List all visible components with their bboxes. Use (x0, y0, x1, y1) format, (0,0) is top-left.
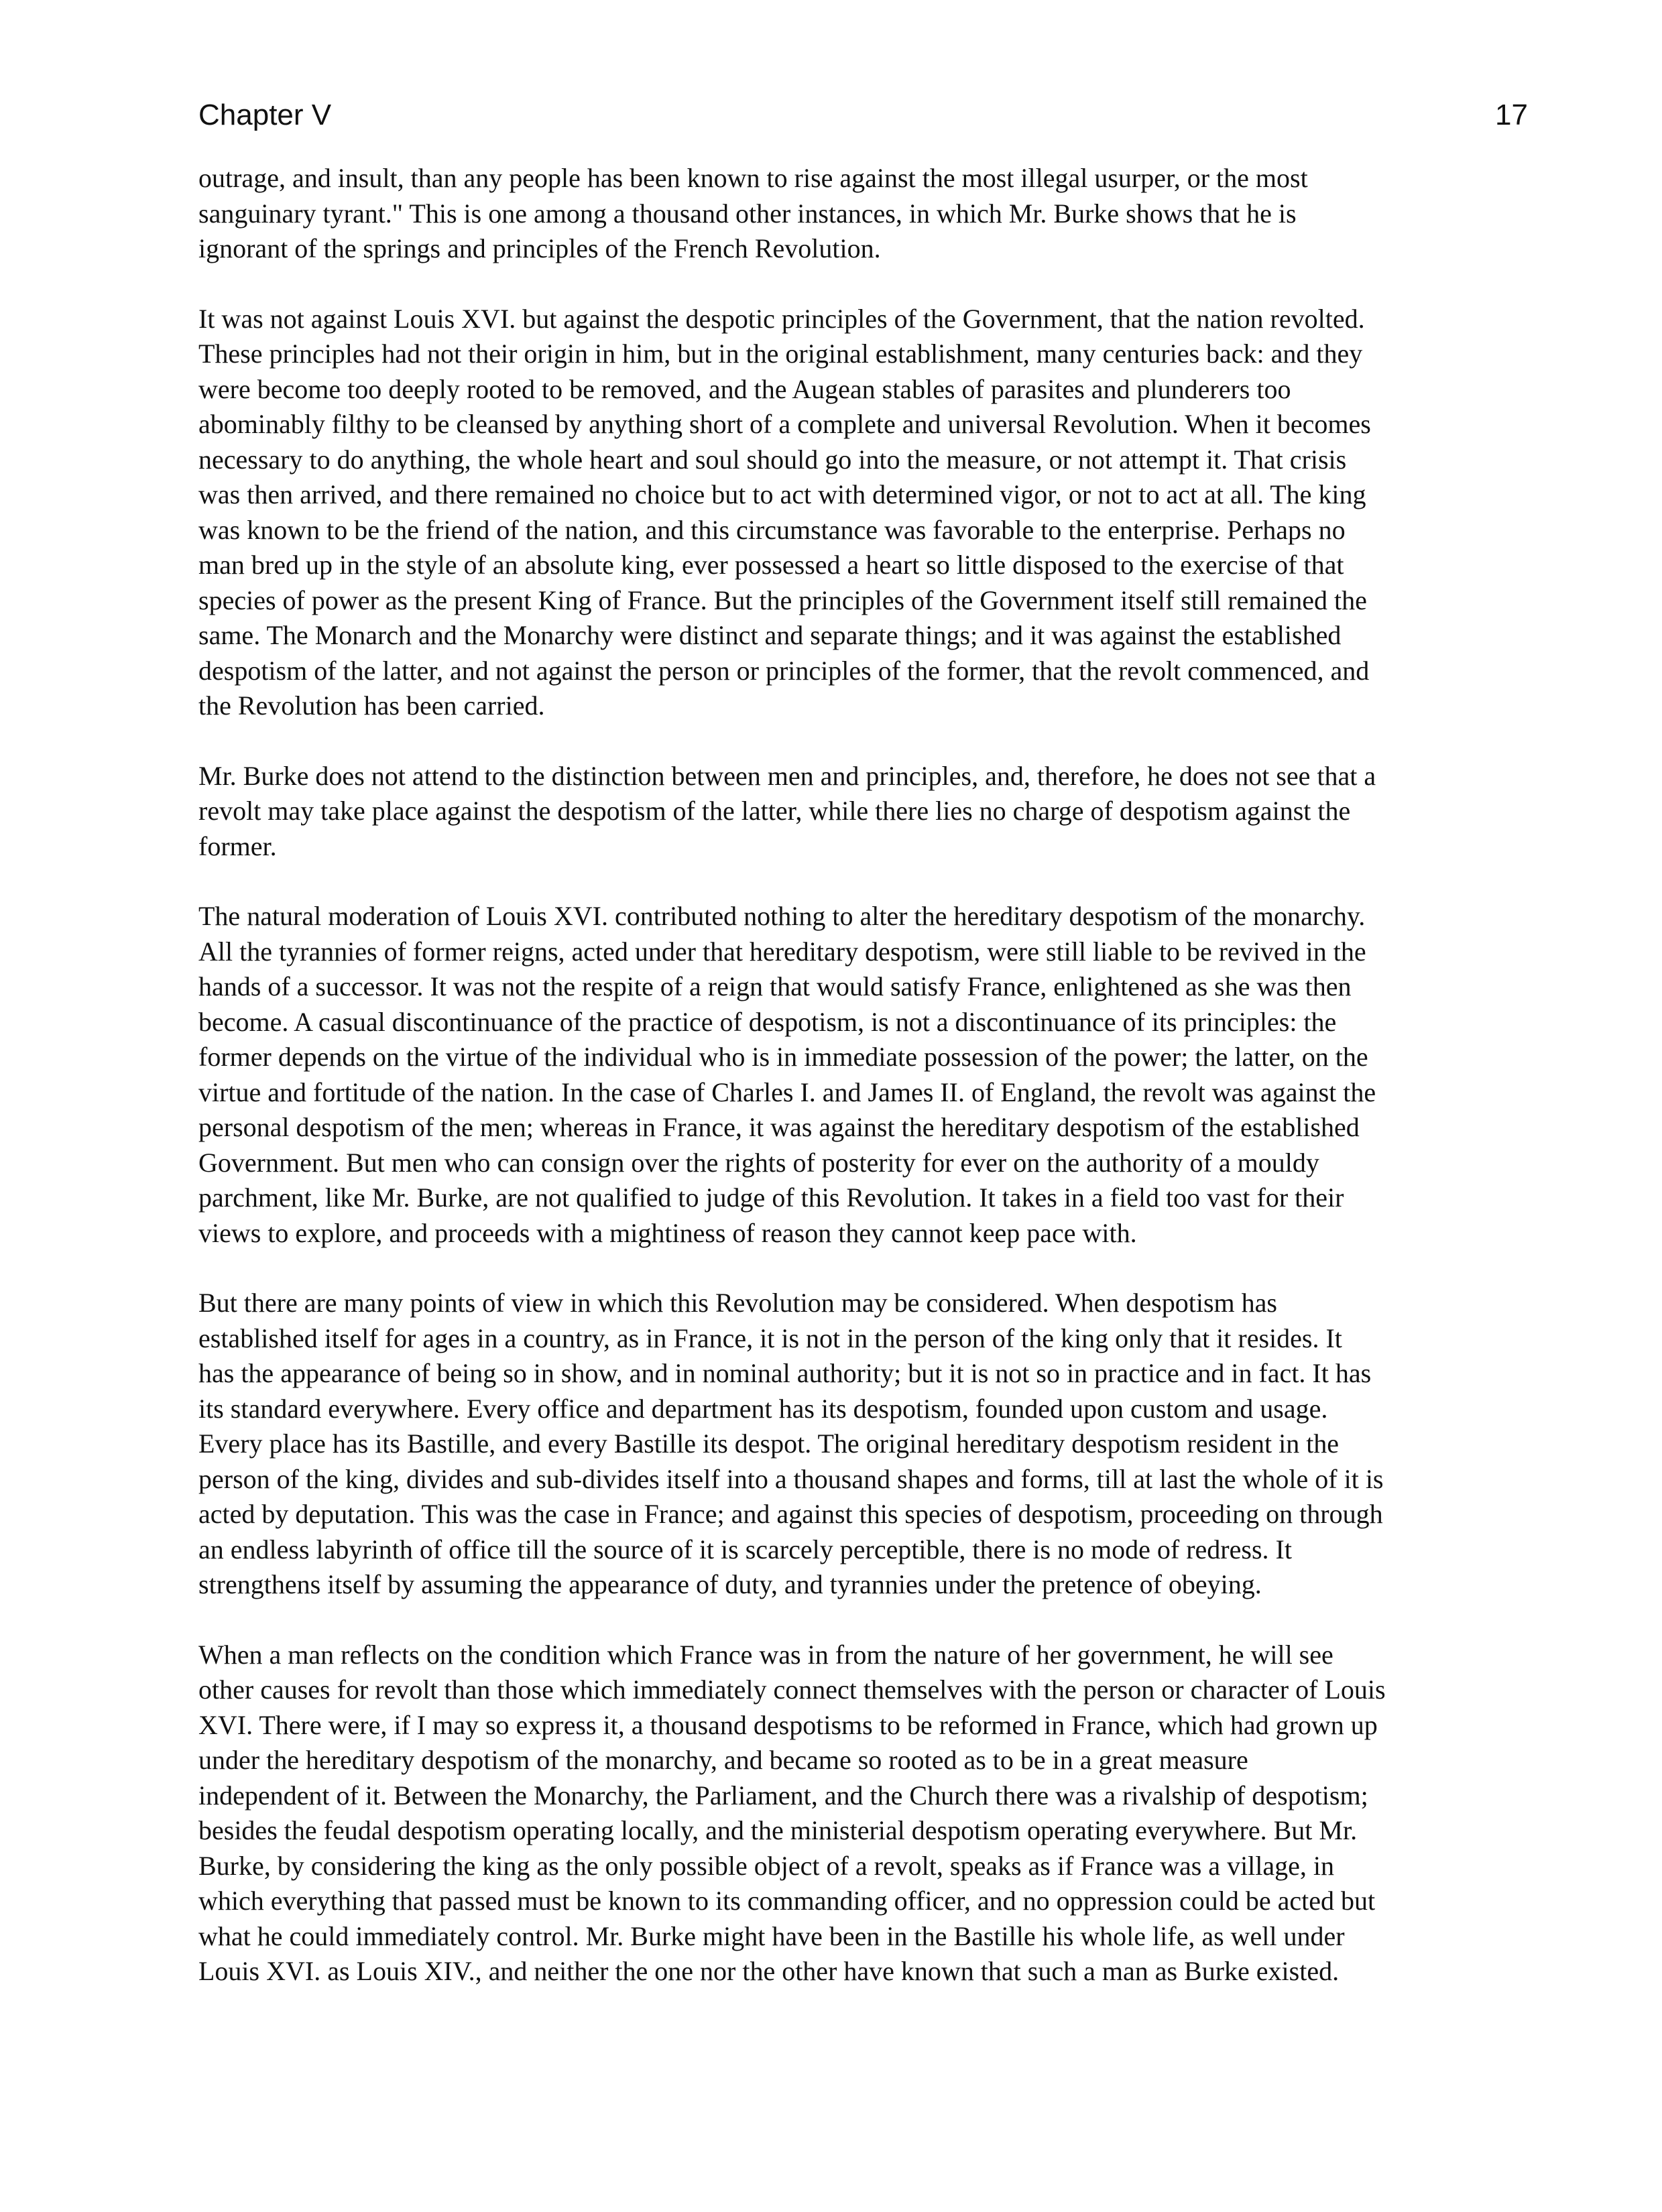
text-line: what he could immediately control. Mr. Burke might have been in the Bastille his whole life, as well under (198, 1920, 1345, 1951)
text-line: outrage, and insult, than any people has been known to rise against the most illegal usurper, or the most (198, 163, 1308, 193)
text-line: has the appearance of being so in show, and in nominal authority; but it is not so in practice and in fact. It has (198, 1358, 1372, 1388)
text-line: hands of a successor. It was not the respite of a reign that would satisfy France, enlightened as she was then (198, 971, 1352, 1001)
paragraph-1 (198, 161, 1539, 267)
text-line: virtue and fortitude of the nation. In the case of Charles I. and James II. of England, the revolt was against the (198, 1077, 1376, 1107)
text-line: become. A casual discontinuance of the practice of despotism, is not a discontinuance of its principles: the (198, 1006, 1337, 1037)
text-line: man bred up in the style of an absolute king, ever possessed a heart so little disposed to the exercise of that (198, 550, 1344, 580)
text-line: were become too deeply rooted to be removed, and the Augean stables of parasites and plunderers too (198, 373, 1291, 404)
text-line: But there are many points of view in which this Revolution may be considered. When despotism has (198, 1288, 1277, 1318)
chapter-heading: Chapter V (198, 99, 332, 131)
text-line: personal despotism of the men; whereas in France, it was against the hereditary despotism of the established (198, 1112, 1360, 1142)
text-line: independent of it. Between the Monarchy, the Parliament, and the Church there was a rivalship of despotism; (198, 1780, 1368, 1810)
text-line: It was not against Louis XVI. but against the despotic principles of the Government, that the nation revolted. (198, 303, 1365, 334)
text-line: views to explore, and proceeds with a mightiness of reason they cannot keep pace with. (198, 1217, 1137, 1248)
text-line: species of power as the present King of France. But the principles of the Government itself still remained the (198, 585, 1367, 615)
text-line: the Revolution has been carried. (198, 690, 545, 721)
page-number: 17 (1495, 99, 1528, 131)
text-line: other causes for revolt than those which immediately connect themselves with the person or character of Louis (198, 1674, 1386, 1705)
paragraph-2 (198, 302, 1539, 724)
text-line: was then arrived, and there remained no choice but to act with determined vigor, or not to act at all. The king (198, 479, 1366, 509)
text-line: established itself for ages in a country, as in France, it is not in the person of the king only that it resides. It (198, 1323, 1342, 1353)
text-line: strengthens itself by assuming the appearance of duty, and tyrannies under the pretence of obeying. (198, 1569, 1262, 1599)
text-line: under the hereditary despotism of the monarchy, and became so rooted as to be in a great measure (198, 1745, 1248, 1775)
body-text (198, 161, 1539, 2024)
text-line: necessary to do anything, the whole heart and soul should go into the measure, or not attempt it. That crisis (198, 444, 1347, 475)
paragraph-5 (198, 1286, 1539, 1603)
text-line: Every place has its Bastille, and every Bastille its despot. The original hereditary despotism resident in the (198, 1428, 1340, 1459)
text-line: was known to be the friend of the nation, and this circumstance was favorable to the enterprise. Perhaps no (198, 514, 1346, 545)
text-line: The natural moderation of Louis XVI. contributed nothing to alter the hereditary despotism of the monarchy. (198, 901, 1366, 931)
paragraph-3 (198, 759, 1539, 865)
text-line: ignorant of the springs and principles of the French Revolution. (198, 233, 881, 263)
text-line: These principles had not their origin in him, but in the original establishment, many centuries back: and they (198, 339, 1363, 369)
text-line: XVI. There were, if I may so express it, a thousand despotisms to be reformed in France, which had grown up (198, 1709, 1378, 1740)
text-line: its standard everywhere. Every office and department has its despotism, founded upon custom and usage. (198, 1393, 1328, 1424)
text-line: former depends on the virtue of the individual who is in immediate possession of the power; the latter, on the (198, 1042, 1368, 1072)
text-line: person of the king, divides and sub-divides itself into a thousand shapes and forms, till at last the whole of it is (198, 1463, 1384, 1494)
text-line: an endless labyrinth of office till the source of it is scarcely perceptible, there is no mode of redress. It (198, 1534, 1292, 1564)
text-line: abominably filthy to be cleansed by anything short of a complete and universal Revolution. When it becomes (198, 409, 1371, 439)
text-line: acted by deputation. This was the case in France; and against this species of despotism, proceeding on through (198, 1499, 1383, 1529)
text-line: Government. But men who can consign over the rights of posterity for ever on the authority of a mouldy (198, 1147, 1319, 1178)
paragraph-4 (198, 899, 1539, 1251)
text-line: which everything that passed must be known to its commanding officer, and no oppression could be acted but (198, 1886, 1376, 1916)
text-line: Louis XVI. as Louis XIV., and neither the one nor the other have known that such a man as Burke existed. (198, 1956, 1340, 1986)
text-line: parchment, like Mr. Burke, are not qualified to judge of this Revolution. It takes in a field too vast for their (198, 1182, 1344, 1213)
text-line: revolt may take place against the despotism of the latter, while there lies no charge of despotism against the (198, 796, 1351, 826)
text-line: same. The Monarch and the Monarchy were distinct and separate things; and it was against the established (198, 620, 1342, 650)
text-line: Burke, by considering the king as the only possible object of a revolt, speaks as if France was a village, in (198, 1850, 1335, 1881)
text-line: former. (198, 831, 277, 861)
text-line: sanguinary tyrant." This is one among a thousand other instances, in which Mr. Burke shows that he is (198, 198, 1297, 229)
text-line: When a man reflects on the condition which France was in from the nature of her government, he will see (198, 1639, 1333, 1670)
text-line: All the tyrannies of former reigns, acted under that hereditary despotism, were still liable to be revived in the (198, 936, 1366, 967)
text-line: Mr. Burke does not attend to the distinction between men and principles, and, therefore, he does not see that a (198, 760, 1376, 791)
text-line: besides the feudal despotism operating locally, and the ministerial despotism operating everywhere. But Mr. (198, 1815, 1358, 1845)
text-line: despotism of the latter, and not against the person or principles of the former, that the revolt commenced, and (198, 655, 1370, 686)
paragraph-6 (198, 1638, 1539, 1989)
